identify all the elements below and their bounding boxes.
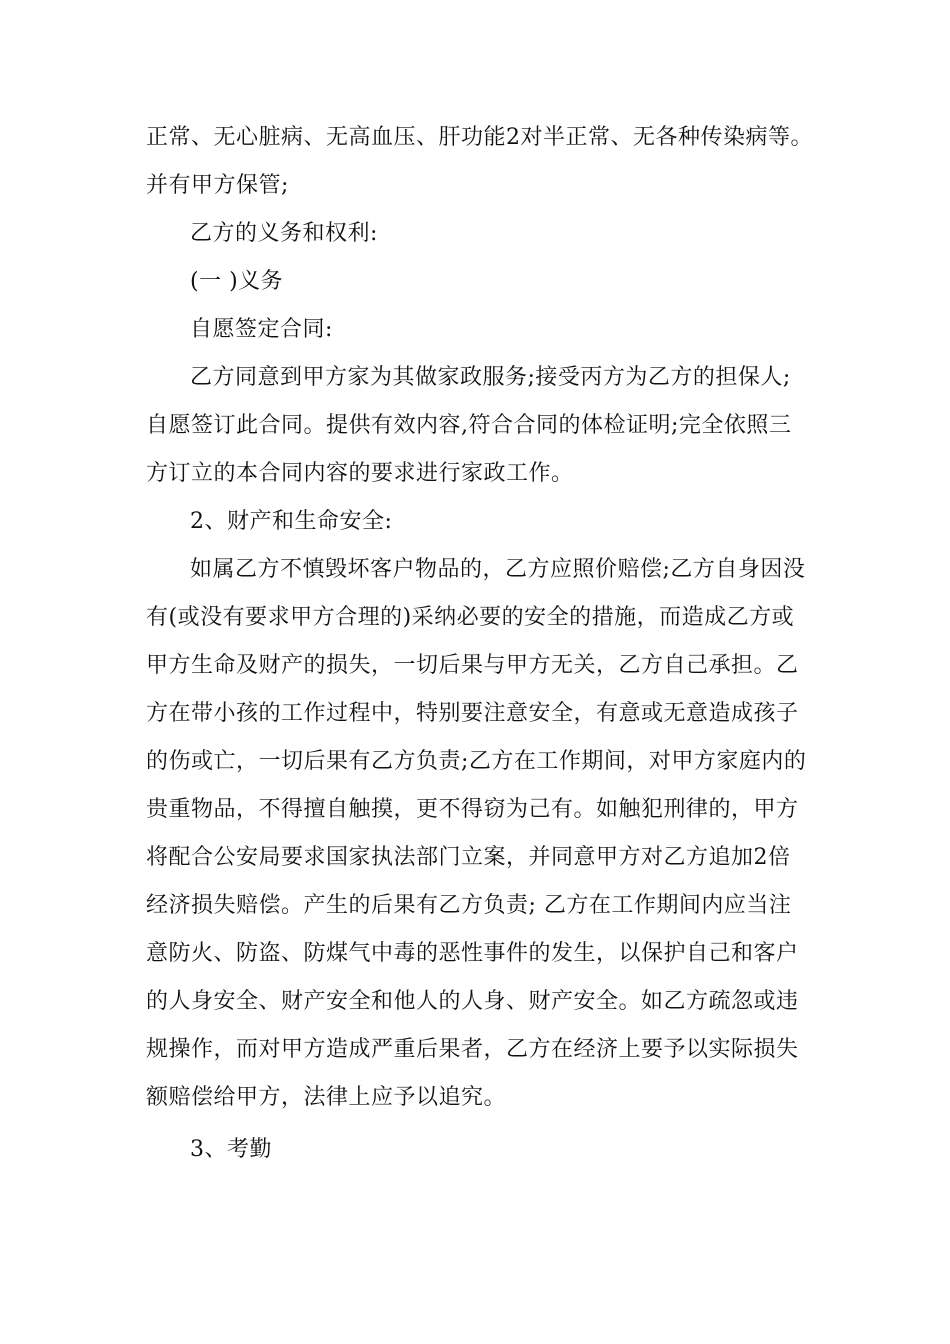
text-line: 有(或没有要求甲方合理的)采纳必要的安全的措施，而造成乙方或 [146,605,795,630]
text-line: 正常、无心脏病、无高血压、肝功能2对半正常、无各种传染病等。 [146,125,813,150]
section-heading: 乙方的义务和权利: [190,221,378,246]
text-line: 如属乙方不慎毁坏客户物品的，乙方应照价赔偿;乙方自身因没 [190,557,806,582]
text-line: 的伤或亡，一切后果有乙方负责;乙方在工作期间，对甲方家庭内的 [146,749,807,774]
text-line: 并有甲方保管; [146,173,289,198]
text-line: 额赔偿给甲方，法律上应予以追究。 [146,1085,507,1110]
item-heading: 2、财产和生命安全: [190,509,393,534]
text-line: 经济损失赔偿。产生的后果有乙方负责; 乙方在工作期间内应当注 [146,893,792,918]
text-line: 意防火、防盗、防煤气中毒的恶性事件的发生，以保护自己和客户 [146,941,799,966]
text-line: 甲方生命及财产的损失，一切后果与甲方无关，乙方自己承担。乙 [146,653,799,678]
document-body [146,114,826,1174]
text-line: 方订立的本合同内容的要求进行家政工作。 [146,461,574,486]
item-heading: 3、考勤 [190,1137,272,1162]
text-line: 贵重物品，不得擅自触摸，更不得窃为己有。如触犯刑律的，甲方 [146,797,799,822]
text-line: 将配合公安局要求国家执法部门立案，并同意甲方对乙方追加2倍 [146,845,791,870]
text-line: 自愿签订此合同。提供有效内容,符合合同的体检证明;完全依照三 [146,413,792,438]
item-heading: 自愿签定合同: [190,317,333,342]
subsection-heading: (一 )义务 [190,269,284,294]
text-line: 的人身安全、财产安全和他人的人身、财产安全。如乙方疏忽或违 [146,989,799,1014]
text-line: 规操作，而对甲方造成严重后果者，乙方在经济上要予以实际损失 [146,1037,799,1062]
text-line: 乙方同意到甲方家为其做家政服务;接受丙方为乙方的担保人; [190,365,791,390]
text-line: 方在带小孩的工作过程中，特别要注意安全，有意或无意造成孩子 [146,701,799,726]
